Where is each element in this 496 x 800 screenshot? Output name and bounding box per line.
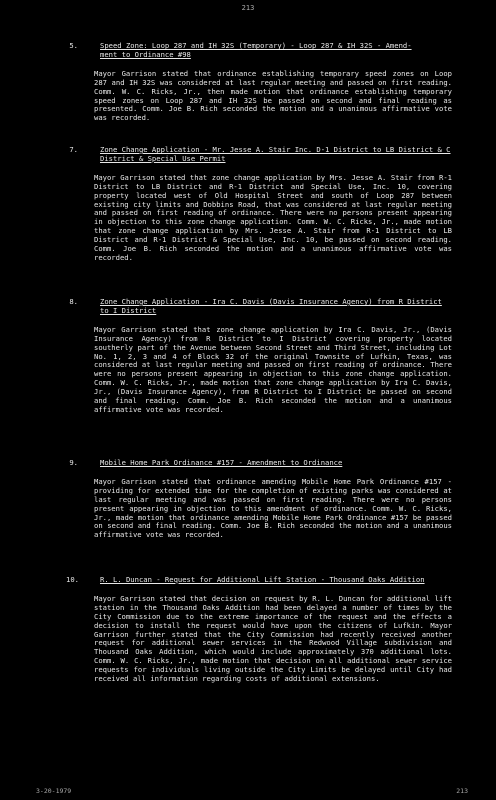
item-body: Mayor Garrison stated that decision on request by R. L. Duncan for additional lift station in the Thousand Oaks Addition had been delayed a number of times by the City Commission due to the extreme importance of the request and the effects a decision to install the request would have upon the citizens of Lufkin. Mayor Garrison further stated that the City Commission had recently received another request for additional sewer services in the Redwood Village subdivision and Thousand Oaks Addition, which would include approximately 370 additional lots. Comm. W. C. Ricks, Jr., made motion that decision on all additional sewer service requests for individuals living outside the City Limits be delayed until City had received all information regarding costs of additional extensions.	[94, 593, 452, 684]
agenda-item-10	[66, 575, 452, 684]
agenda-item-5	[69, 41, 452, 123]
item-heading: Mobile Home Park Ordinance #157 - Amendment to Ordinance	[100, 458, 343, 467]
agenda-item-9	[69, 458, 452, 540]
item-heading: Zone Change Application - Ira C. Davis (Davis Insurance Agency) from R District to I District	[100, 297, 442, 315]
agenda-item-7	[69, 145, 452, 263]
item-body: Mayor Garrison stated that ordinance amending Mobile Home Park Ordinance #157 - providing for extended time for the completion of existing parks was considered at last regular meeting and was passed on first reading. There were no persons present appearing in objection to this amendment of ordinance. Comm. W. C. Ricks, Jr., made motion that ordinance amending Mobile Home Park Ordinance #157 be passed on second and final reading. Comm. Joe B. Rich seconded the motion and a unanimous affirmative vote was recorded.	[94, 476, 452, 540]
page-number: 213	[241, 4, 255, 12]
item-heading: Zone Change Application - Mr. Jesse A. Stair Inc. D-1 District to LB District & C District & Special Use Permit	[100, 145, 451, 163]
agenda-item-8	[69, 297, 452, 415]
item-number: 7.	[69, 145, 78, 154]
item-body: Mayor Garrison stated that zone change application by Ira C. Davis, Jr., (Davis Insurance Agency) from R District to I District covering property located southerly part of the Avenue between Second Street and Third Street, including Lot No. 1, 2, 3 and 4 of Block 32 of the original Townsite of Lufkin, Texas, was considered at last regular meeting and passed on first reading of ordinance. There were no persons present appearing in objection to this zone change application. Comm. W. C. Ricks, Jr., made motion that zone change application by Ira C. Davis, Jr., (Davis Insurance Agency), from R District to I District be passed on second and final reading. Comm. Joe B. Rich seconded the motion and a unanimous affirmative vote was recorded.	[94, 324, 452, 414]
item-heading: R. L. Duncan - Request for Additional Lift Station - Thousand Oaks Addition	[100, 575, 425, 584]
footer-page-number: 213	[456, 787, 468, 796]
item-number: 10.	[66, 575, 79, 584]
item-number: 9.	[69, 458, 78, 467]
item-body: Mayor Garrison stated that zone change application by Mrs. Jesse A. Stair from R-1 District to LB District and R-1 District and Special Use, Inc. 10, covering property located west of Old Hospital Street and south of Loop 287 between existing city limits and Dobbins Road, that was considered at last regular meeting and passed on first reading of ordinance. There were no persons present appearing in objection to this zone change application. Comm. W. C. Ricks, Jr., made motion that zone change application by Mrs. Jesse A. Stair from R-1 District to LB District and R-1 District & Special Use, Inc. 10, be passed on second reading. Comm. Joe B. Rich seconded the motion and a unanimous affirmative vote was recorded.	[94, 172, 452, 262]
item-heading: Speed Zone: Loop 287 and IH 32S (Temporary) - Loop 287 & IH 32S - Amend- ment to Ordinance #98	[100, 41, 412, 59]
item-body: Mayor Garrison stated that ordinance establishing temporary speed zones on Loop 287 and IH 32S was considered at last regular meeting and passed on first reading. Comm. W. C. Ricks, Jr., then made motion that ordinance establishing temporary speed zones on Loop 287 and IH 32S be passed on second and final reading as presented. Comm. Joe B. Rich seconded the motion and a unanimous affirmative vote was recorded.	[94, 68, 452, 123]
footer-date: 3-20-1979	[36, 787, 72, 796]
item-number: 5.	[69, 41, 78, 50]
item-number: 8.	[69, 297, 78, 306]
